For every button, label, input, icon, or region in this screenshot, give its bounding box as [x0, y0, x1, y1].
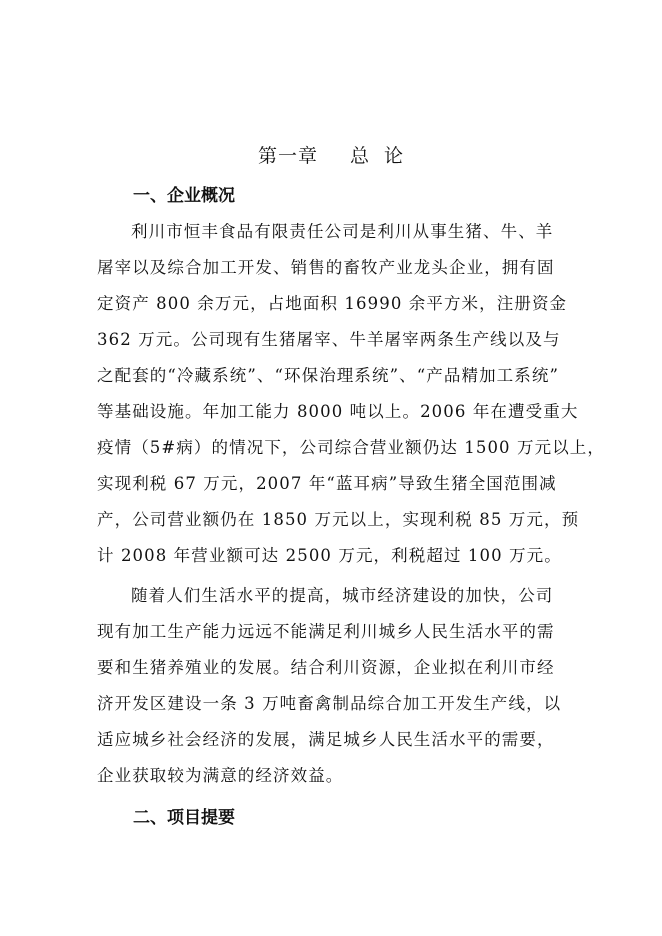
- paragraph-line: 企业获取较为满意的经济效益。: [97, 766, 344, 785]
- paragraph-line: 计 2008 年营业额可达 2500 万元，利税超过 100 万元。: [97, 546, 562, 565]
- paragraph-line: 之配套的“冷藏系统”、“环保治理系统”、“产品精加工系统”: [97, 366, 560, 385]
- paragraph-line: 利川市恒丰食品有限责任公司是利川从事生猪、牛、羊: [131, 222, 554, 241]
- paragraph-line: 定资产 800 余万元，占地面积 16990 余平方米，注册资金: [97, 294, 568, 313]
- section-heading-company-overview: 一、企业概况: [133, 186, 235, 206]
- paragraph-line: 等基础设施。年加工能力 8000 吨以上。2006 年在遭受重大: [97, 402, 579, 421]
- paragraph-line: 实现利税 67 万元，2007 年“蓝耳病”导致生猪全国范围减: [97, 474, 557, 493]
- paragraph-line: 屠宰以及综合加工开发、销售的畜牧产业龙头企业，拥有固: [97, 258, 555, 277]
- chapter-number: 第一章: [257, 145, 318, 167]
- section-heading-project-summary: 二、项目提要: [133, 808, 235, 828]
- paragraph-line: 疫情（5#病）的情况下，公司综合营业额仍达 1500 万元以上，: [97, 438, 606, 457]
- paragraph-line: 产，公司营业额仍在 1850 万元以上，实现利税 85 万元，预: [97, 510, 580, 529]
- chapter-name: 总 论: [349, 145, 405, 167]
- chapter-title: [0, 141, 662, 168]
- paragraph-line: 362 万元。公司现有生猪屠宰、牛羊屠宰两条生产线以及与: [97, 330, 561, 349]
- paragraph-line: 济开发区建设一条 3 万吨畜禽制品综合加工开发生产线，以: [97, 694, 562, 713]
- paragraph-line: 随着人们生活水平的提高，城市经济建设的加快，公司: [131, 586, 554, 605]
- paragraph-line: 适应城乡社会经济的发展，满足城乡人民生活水平的需要，: [97, 730, 555, 749]
- paragraph-line: 现有加工生产能力远远不能满足利川城乡人民生活水平的需: [97, 622, 555, 641]
- paragraph-line: 要和生猪养殖业的发展。结合利川资源，企业拟在利川市经: [97, 658, 555, 677]
